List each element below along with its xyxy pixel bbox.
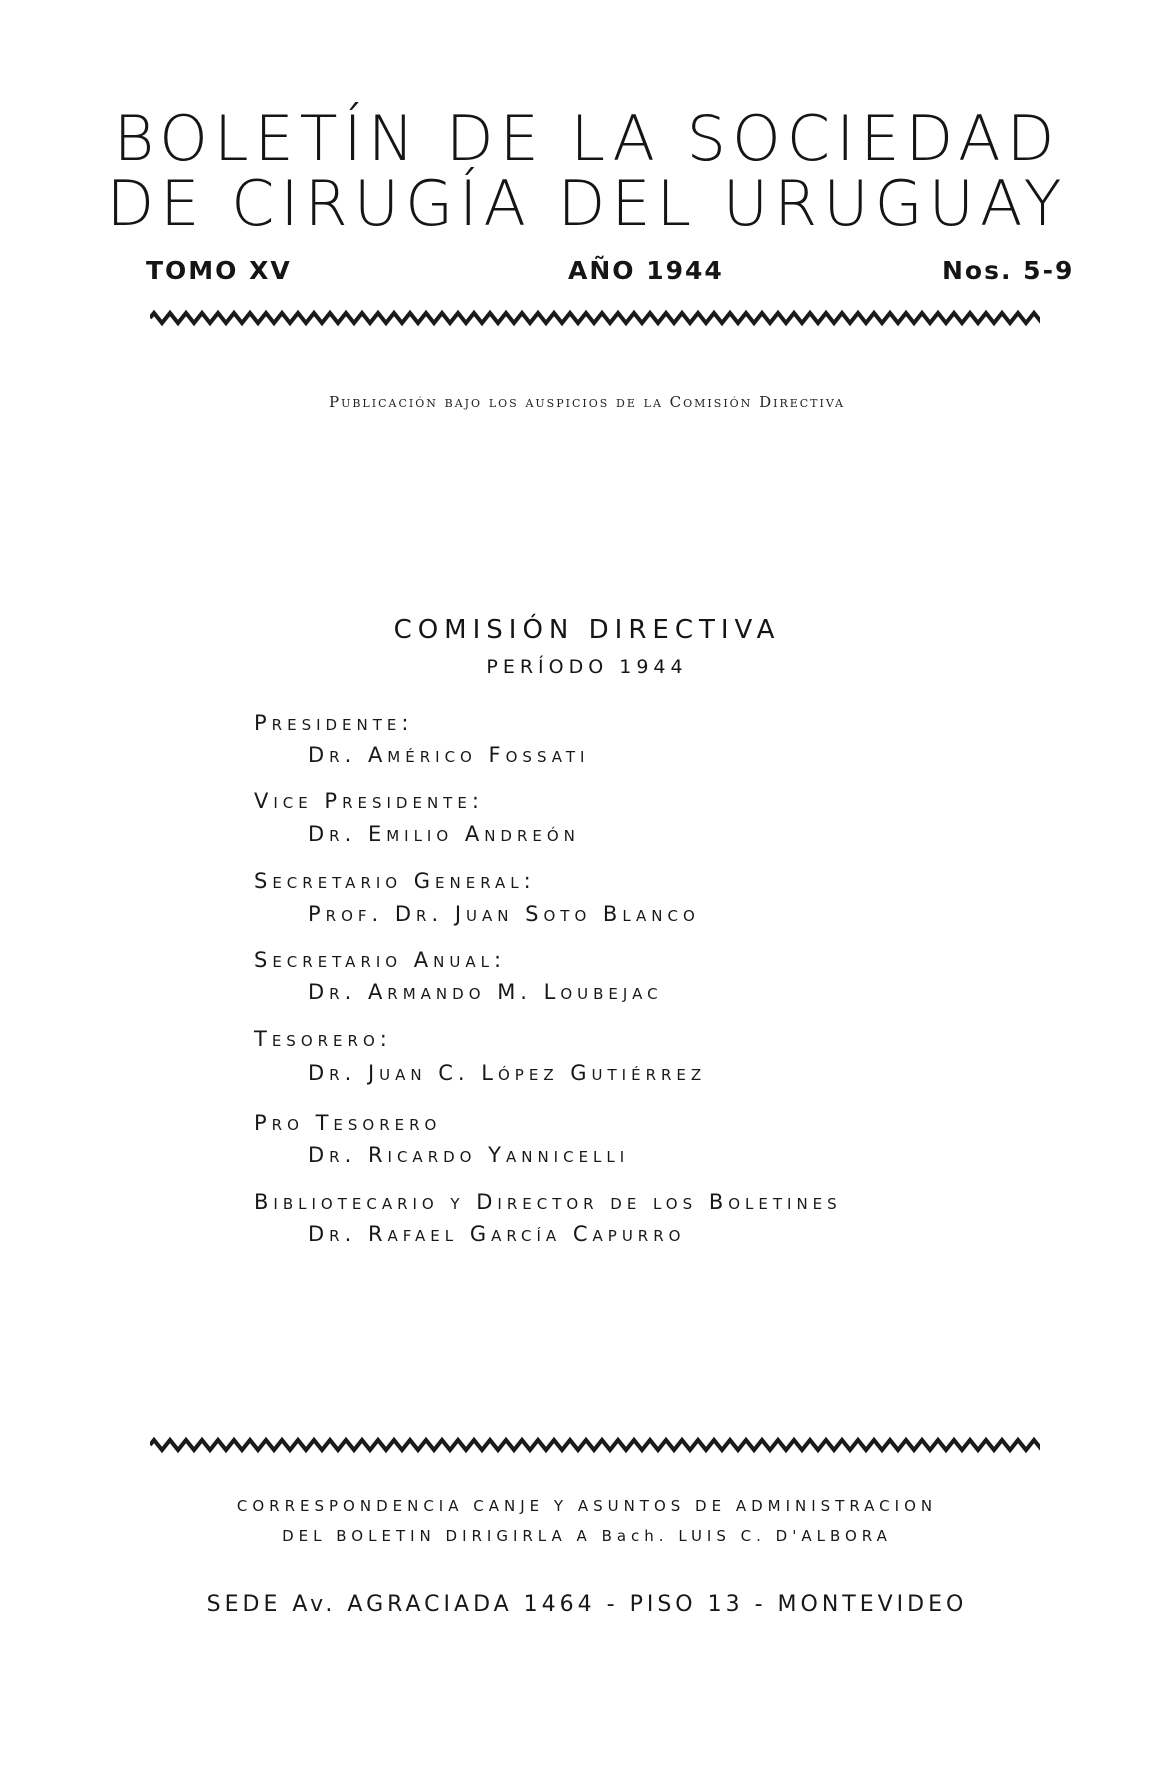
member-general-secretary: Prof. Dr. Juan Soto Blanco — [308, 902, 700, 926]
member-annual-secretary: Dr. Armando M. Loubejac — [308, 980, 663, 1004]
correspondence-line-2: DEL BOLETIN DIRIGIRLA A Bach. LUIS C. D'ALBORA — [282, 1527, 892, 1545]
issue-numbers: Nos. 5-9 — [942, 256, 1075, 285]
role-pro-treasurer: Pro Tesorero — [254, 1111, 442, 1135]
member-treasurer: Dr. Juan C. López Gutiérrez — [308, 1061, 707, 1085]
journal-title-line-1: BOLETÍN DE LA SOCIEDAD — [113, 102, 1061, 175]
role-annual-secretary: Secretario Anual: — [254, 948, 507, 972]
role-librarian-director: Bibliotecario y Director de los Boletines — [254, 1190, 842, 1214]
role-vice-president: Vice Presidente: — [254, 789, 484, 813]
top-ornamental-rule — [150, 309, 1040, 327]
committee-heading: COMISIÓN DIRECTIVA — [393, 615, 781, 645]
member-president: Dr. Américo Fossati — [308, 743, 590, 767]
publication-year: AÑO 1944 — [568, 256, 724, 285]
journal-title-line-2: DE CIRUGÍA DEL URUGUAY — [106, 167, 1068, 240]
member-librarian-director: Dr. Rafael García Capurro — [308, 1222, 686, 1246]
headquarters-address: SEDE Av. AGRACIADA 1464 - PISO 13 - MONTEVIDEO — [206, 1592, 968, 1617]
publication-subtitle: Publicación bajo los auspicios de la Comisión Directiva — [328, 393, 845, 411]
volume-number: TOMO XV — [146, 256, 292, 285]
member-vice-president: Dr. Emilio Andreón — [308, 822, 580, 846]
member-pro-treasurer: Dr. Ricardo Yannicelli — [308, 1143, 630, 1167]
role-president: Presidente: — [254, 711, 414, 735]
correspondence-line-1: CORRESPONDENCIA CANJE Y ASUNTOS DE ADMINISTRACION — [236, 1497, 938, 1515]
committee-period: PERÍODO 1944 — [486, 656, 688, 678]
bottom-ornamental-rule — [150, 1436, 1040, 1454]
role-general-secretary: Secretario General: — [254, 869, 536, 893]
role-treasurer: Tesorero: — [254, 1027, 392, 1051]
